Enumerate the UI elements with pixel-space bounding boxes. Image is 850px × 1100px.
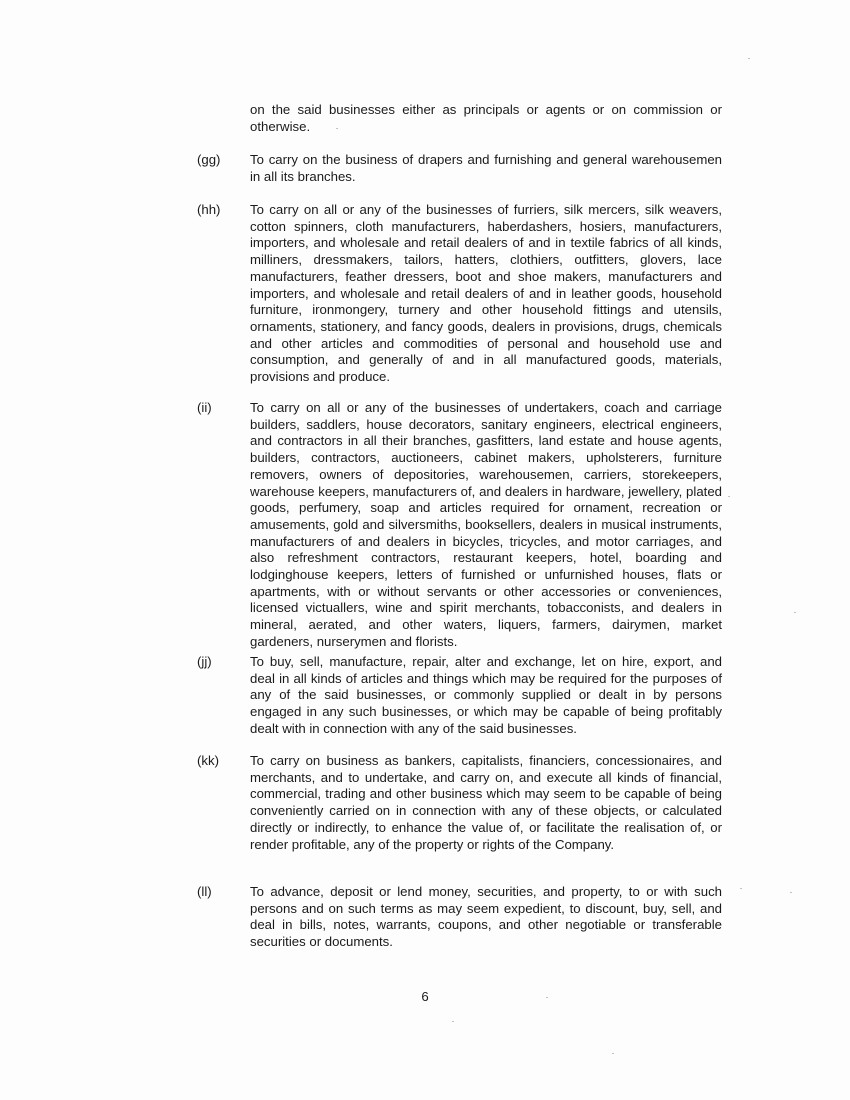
scan-speck [452,1021,454,1022]
clause-text: To carry on the business of drapers and furnishing and general warehousemen in all its branches. [250,152,722,184]
continuation-paragraph: on the said businesses either as principals or agents or on commission or otherwise. [250,102,722,134]
scan-speck [790,892,792,893]
clause-text: To carry on all or any of the businesses of furriers, silk mercers, silk weavers, cotton spinners, cloth manufacturers, haberdashers, hosiers, manufacturers, importers, and wholesale and retail dealers of and in textile fabrics of all kinds, milliners, dressmakers, tailors, hatters, clothiers, outfitters, glovers, lace manufacturers, feather dressers, boot and shoe makers, manufacturers and importers, and wholesale and retail dealers of and in leather goods, household furniture, ironmongery, turnery and other household fittings and utensils, ornaments, stationery, and fancy goods, dealers in provisions, drugs, chemicals and other articles and commodities of personal and household use and consumption, and generally of and in all manufactured goods, materials, provisions and produce. [250,202,722,385]
clause-text: To advance, deposit or lend money, securities, and property, to or with such persons and on such terms as may seem expedient, to discount, buy, sell, and deal in bills, notes, warrants, coupons, and other negotiable or transferable securities or documents. [250,884,722,950]
clause-label: (hh) [197,202,221,217]
clause-text: To carry on all or any of the businesses of undertakers, coach and carriage builders, saddlers, house decorators, sanitary engineers, electrical engineers, and contractors in all their branches, gasfitters, land estate and house agents, builders, contractors, auctioneers, cabinet makers, upholsterers, furniture removers, owners of depositories, warehousemen, carriers, storekeepers, warehouse keepers, manufacturers of, and dealers in hardware, jewellery, plated goods, perfumery, soap and articles required for ornament, recreation or amusements, gold and silversmiths, booksellers, dealers in musical instruments, manufacturers of and dealers in bicycles, tricycles, and motor carriages, and also refreshment contractors, restaurant keepers, hotel, boarding and lodginghouse keepers, letters of furnished or unfurnished houses, flats or apartments, with or without servants or other accessories or conveniences, licensed victuallers, wine and spirit merchants, tobacconists, and dealers in mineral, aerated, and other waters, liquers, farmers, dairymen, market gardeners, nurserymen and florists. [250,400,722,649]
clause-label: (jj) [197,654,212,669]
scan-speck [748,58,750,59]
clause-kk [197,753,722,853]
clause-gg [197,152,722,185]
clause-label: (ll) [197,884,212,899]
page-number: 6 [421,989,429,1004]
clause-jj [197,654,722,738]
clause-text: To buy, sell, manufacture, repair, alter and exchange, let on hire, export, and deal in all kinds of articles and things which may be required for the purposes of any of the said businesses, or commonly supplied or dealt in by persons engaged in any such businesses, or which may be capable of being profitably dealt with in connection with any of the said businesses. [250,654,722,736]
scan-speck [612,1053,614,1054]
scan-speck [740,888,742,889]
clause-ii [197,400,722,651]
scan-speck [794,612,796,613]
clause-text: To carry on business as bankers, capitalists, financiers, concessionaires, and merchants, and to undertake, and carry on, and execute all kinds of financial, commercial, trading and other business which may seem to be capable of being conveniently carried on in connection with any of these objects, or calculated directly or indirectly, to enhance the value of, or facilitate the realisation of, or render profitable, any of the property or rights of the Company. [250,753,722,852]
clause-hh [197,202,722,386]
clause-label: (gg) [197,152,221,167]
scan-speck [336,128,338,129]
scan-speck [546,997,548,998]
clause-label: (ii) [197,400,212,415]
clause-label: (kk) [197,753,219,768]
scan-speck [728,496,730,497]
clause-ll [197,884,722,951]
